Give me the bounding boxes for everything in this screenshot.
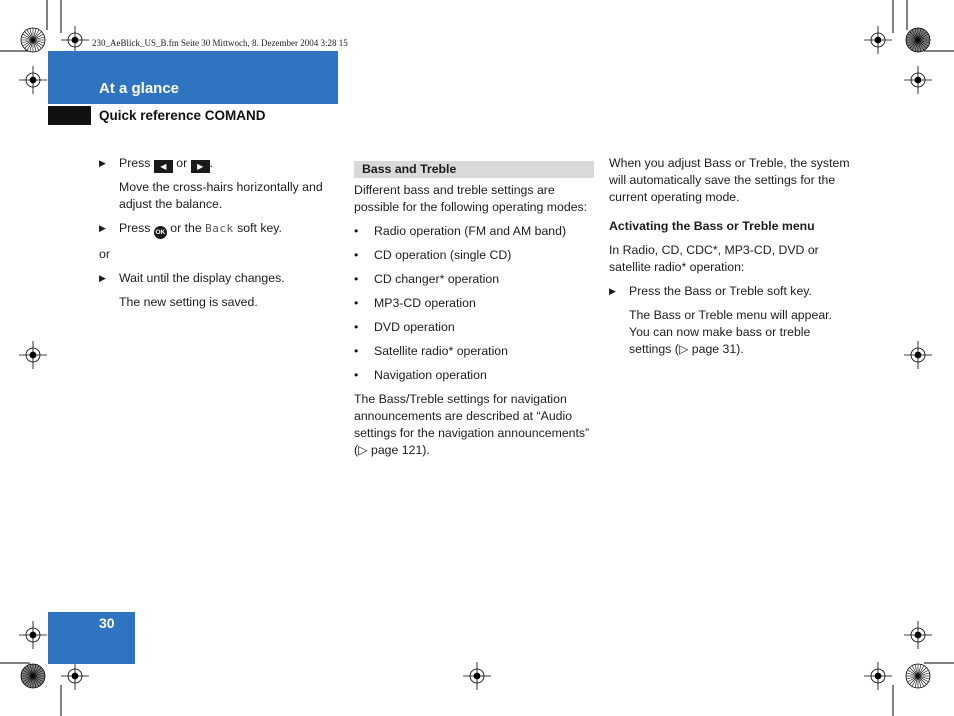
bullet-icon: • <box>354 224 359 238</box>
intro-paragraph: Different bass and treble settings are possible for the following operating modes: <box>354 183 588 214</box>
header-band <box>48 51 338 104</box>
context-paragraph: In Radio, CD, CDC*, MP3-CD, DVD or satellite radio* operation: <box>609 243 819 274</box>
column-2 <box>354 161 594 459</box>
list-item: • Navigation operation <box>354 368 487 382</box>
list-item: • DVD operation <box>354 320 455 334</box>
list-item: • Satellite radio* operation <box>354 344 508 358</box>
print-info-slug: 230_AeBlick_US_B.fm Seite 30 Mittwoch, 8. Dezember 2004 3:28 15 <box>92 38 348 48</box>
section-title: At a glance <box>99 80 180 97</box>
bullet-icon: • <box>354 272 359 286</box>
left-arrow-key-icon: ◀ <box>154 160 173 173</box>
list-item: • MP3-CD operation <box>354 296 476 310</box>
bullet-icon: • <box>354 296 359 310</box>
list-item: • CD operation (single CD) <box>354 248 512 262</box>
step-marker-icon: ▶ <box>609 286 616 296</box>
bullet-icon: • <box>354 248 359 262</box>
subsection-title: Quick reference COMAND <box>99 108 266 123</box>
bullet-icon: • <box>354 344 359 358</box>
step-item: ▶ Wait until the display changes. <box>99 271 285 285</box>
column-1 <box>99 155 339 311</box>
subheading: Activating the Bass or Treble menu <box>609 219 815 233</box>
step-result: The new setting is saved. <box>119 295 258 309</box>
step-marker-icon: ▶ <box>99 273 106 283</box>
bullet-icon: • <box>354 320 359 334</box>
right-arrow-key-icon: ▶ <box>191 160 210 173</box>
step-result: The Bass or Treble menu will appear. You can now make bass or treble settings (▷ page 31). <box>629 308 833 356</box>
box-header-bass-treble: Bass and Treble <box>354 161 594 178</box>
step-item: ▶ Press the Bass or Treble soft key. <box>609 284 812 298</box>
page-number: 30 <box>99 615 115 631</box>
intro-paragraph: When you adjust Bass or Treble, the system will automatically save the settings for the current operating mode. <box>609 156 850 204</box>
page-ref-icon: ▷ <box>358 443 368 457</box>
step-item: ▶ Press OK or the Back soft key. <box>99 220 339 239</box>
list-item: • CD changer* operation <box>354 272 500 286</box>
step-description: Move the cross-hairs horizontally and adjust the balance. <box>119 180 323 211</box>
page-ref-icon: ▷ <box>678 342 689 356</box>
subsection-tab <box>48 106 91 125</box>
page-reference: page 31 <box>691 342 737 356</box>
page-reference: page 121 <box>371 443 423 457</box>
step-item: ▶ Press ◀ or ▶ . <box>99 156 214 171</box>
page-number-box <box>48 612 135 664</box>
or-separator: or <box>99 247 110 261</box>
operating-modes-list <box>354 223 594 384</box>
column-3 <box>609 155 854 358</box>
ok-button-icon: OK <box>154 226 167 239</box>
navigation-note: The Bass/Treble settings for navigation announcements are described at “Audio settings for the navigation announcements” (▷ page 121). <box>354 392 590 457</box>
bullet-icon: • <box>354 368 359 382</box>
list-item: • Radio operation (FM and AM band) <box>354 224 567 238</box>
step-marker-icon: ▶ <box>99 223 106 233</box>
step-marker-icon: ▶ <box>99 158 106 168</box>
softkey-back: Back <box>205 222 234 235</box>
